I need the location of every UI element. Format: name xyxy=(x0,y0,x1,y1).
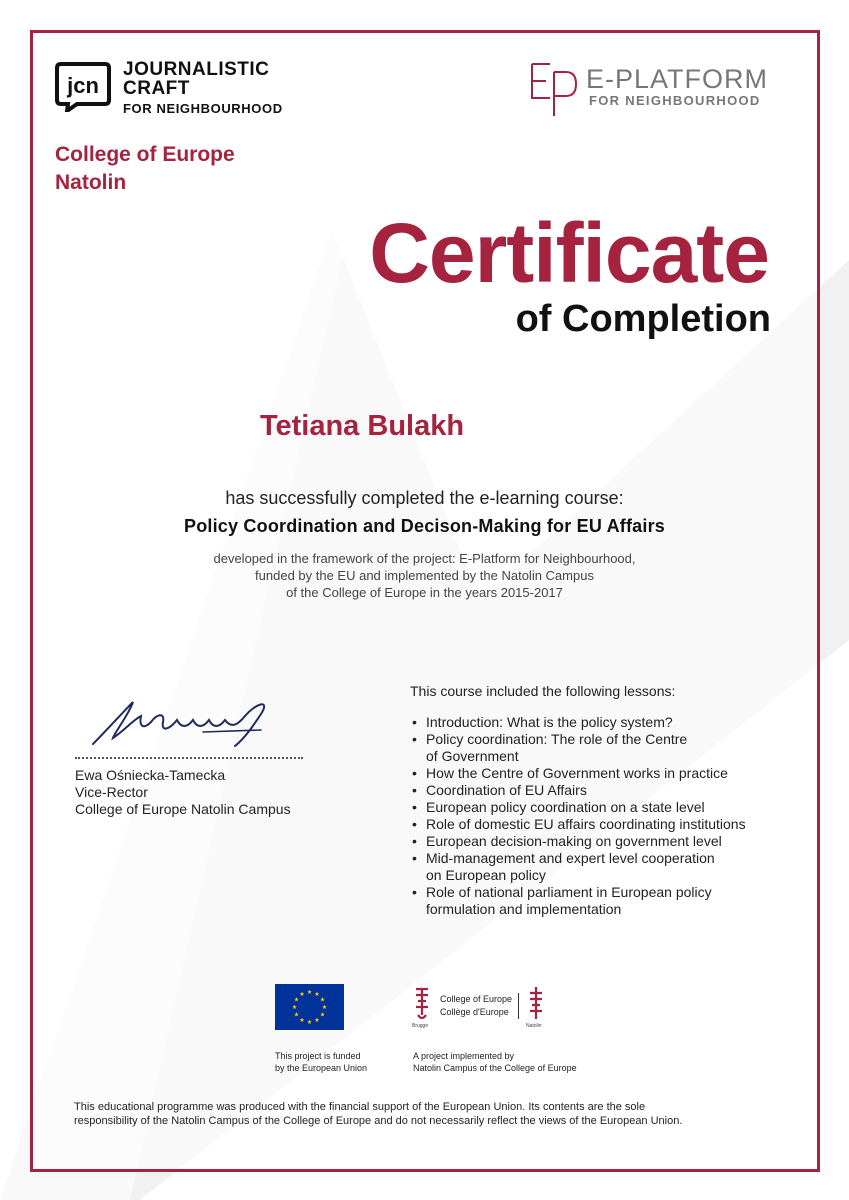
lesson-item xyxy=(410,833,790,850)
jcn-speech-bubble-icon xyxy=(55,60,111,112)
disclaimer-line: responsibility of the Natolin Campus of the College of Europe and do not necessarily reflect the views of the European Union. xyxy=(74,1115,683,1127)
jcn-badge-text: jcn xyxy=(67,73,99,98)
coe-emblem-left-icon xyxy=(412,985,434,1025)
lessons-list xyxy=(410,714,790,918)
eu-caption-line: This project is funded xyxy=(275,1051,361,1061)
lesson-item xyxy=(410,799,790,816)
lesson-text: • Introduction: What is the policy system? xyxy=(426,714,673,730)
lesson-text: • Policy coordination: The role of the Centre xyxy=(426,731,688,747)
certificate-subtitle: of Completion xyxy=(515,298,771,340)
jcn-line-3: FOR NEIGHBOURHOOD xyxy=(123,101,283,116)
lessons-title: This course included the following lessons: xyxy=(410,683,676,699)
lesson-item xyxy=(410,884,790,918)
lesson-item xyxy=(410,731,790,765)
jcn-logo xyxy=(55,58,285,118)
eplatform-subtitle: FOR NEIGHBOURHOOD xyxy=(589,93,761,108)
coe-name-en: College of Europe xyxy=(440,994,513,1004)
framework-line: developed in the framework of the project: E-Platform for Neighbourhood, xyxy=(213,551,636,566)
coe-implementation-caption xyxy=(413,1050,577,1074)
lesson-item xyxy=(410,714,790,731)
ep-mark-icon xyxy=(528,58,580,118)
coe-name-fr: Collège d'Europe xyxy=(440,1007,509,1017)
jcn-line-1: JOURNALISTIC xyxy=(123,59,270,80)
framework-line: of the College of Europe in the years 2015-2017 xyxy=(286,585,563,600)
lesson-text: • Coordination of EU Affairs xyxy=(426,782,587,798)
college-of-europe-natolin xyxy=(55,141,235,197)
lesson-text: • European policy coordination on a state level xyxy=(426,799,705,815)
lesson-text: on European policy xyxy=(426,867,546,883)
lesson-item xyxy=(410,765,790,782)
coe-caption-line: Natolin Campus of the College of Europe xyxy=(413,1063,577,1073)
coe-right-small: Natolin xyxy=(526,1023,542,1029)
lesson-text: • How the Centre of Government works in practice xyxy=(426,765,728,781)
coe-name-block xyxy=(440,993,519,1019)
coe-caption-line: A project implemented by xyxy=(413,1051,515,1061)
lesson-text: • Mid-management and expert level cooperation xyxy=(426,850,715,866)
eu-caption-line: by the European Union xyxy=(275,1063,368,1073)
eu-flag-icon xyxy=(275,984,344,1030)
signature-line xyxy=(75,757,303,759)
lesson-text: formulation and implementation xyxy=(426,901,622,917)
eu-disclaimer xyxy=(74,1100,794,1128)
lesson-text: • Role of national parliament in European policy xyxy=(426,884,712,900)
signer-institution: College of Europe Natolin Campus xyxy=(75,801,291,817)
lesson-item xyxy=(410,850,790,884)
college-line-2: Natolin xyxy=(55,171,127,194)
course-name: Policy Coordination and Decison-Making for EU Affairs xyxy=(184,516,665,536)
certificate-title: Certificate xyxy=(369,206,769,300)
eplatform-logo xyxy=(528,58,778,118)
college-line-1: College of Europe xyxy=(55,143,235,166)
framework-line: funded by the EU and implemented by the Natolin Campus xyxy=(255,568,594,583)
completion-statement: has successfully completed the e-learning course: xyxy=(225,488,624,508)
lesson-text: • Role of domestic EU affairs coordinating institutions xyxy=(426,816,746,832)
signer-name: Ewa Ośniecka-Tamecka xyxy=(75,767,226,783)
college-of-europe-logo xyxy=(412,983,552,1033)
disclaimer-line: This educational programme was produced with the financial support of the European Union. Its contents are the sole xyxy=(74,1101,646,1113)
handwritten-signature xyxy=(85,692,285,752)
coe-left-small: Brugge xyxy=(412,1023,429,1029)
lesson-text: of Government xyxy=(426,748,519,764)
lesson-item xyxy=(410,782,790,799)
lesson-item xyxy=(410,816,790,833)
eplatform-title: E-PLATFORM xyxy=(586,64,769,94)
eu-funding-caption xyxy=(275,1050,367,1074)
coe-emblem-right-icon xyxy=(526,985,546,1025)
lesson-text: • European decision-making on government level xyxy=(426,833,722,849)
signer-block xyxy=(75,767,291,818)
jcn-line-2: CRAFT xyxy=(123,78,190,99)
signer-role: Vice-Rector xyxy=(75,784,148,800)
recipient-name: Tetiana Bulakh xyxy=(259,410,465,442)
framework-statement xyxy=(0,550,849,601)
